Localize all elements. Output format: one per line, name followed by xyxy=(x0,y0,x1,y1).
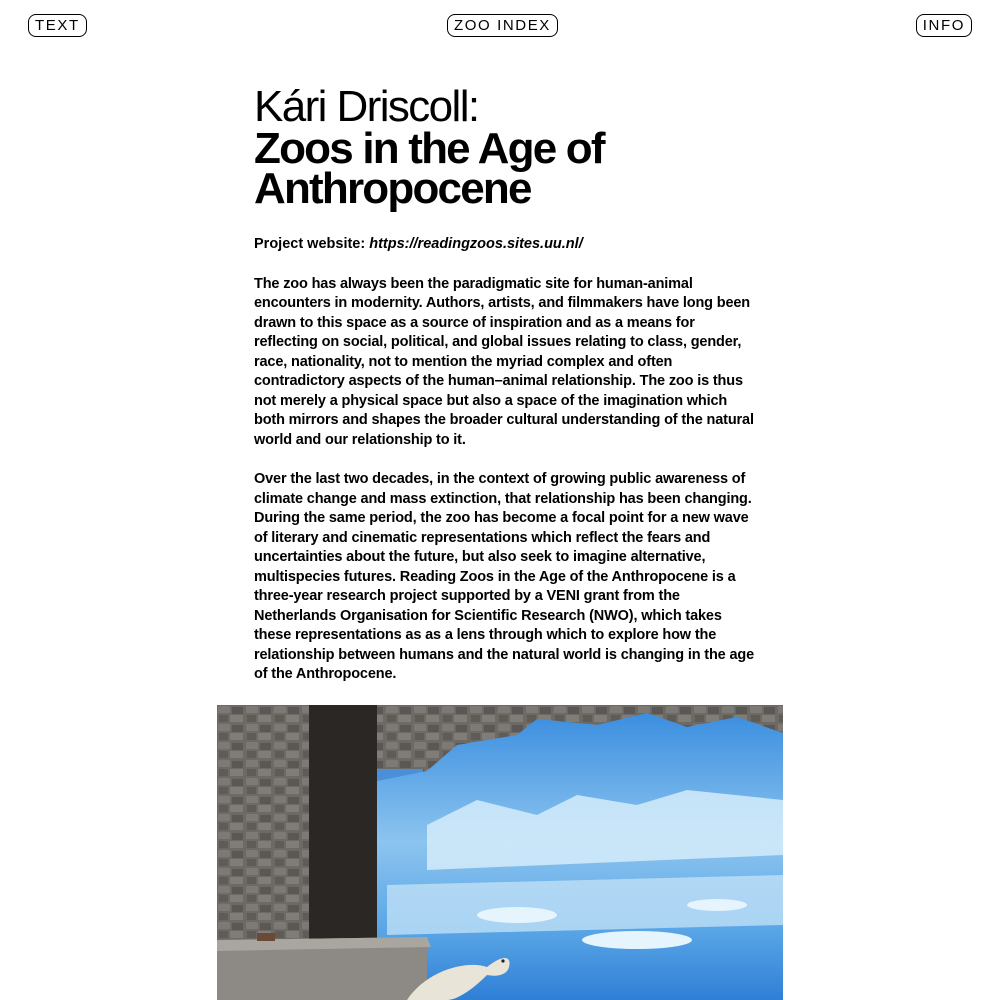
nav-text-button[interactable]: TEXT xyxy=(28,14,87,37)
article-paragraph-2: Over the last two decades, in the context of growing public awareness of climate change and mass extinction, that relationship has been changing. During the same period, the zoo has become a focal point for a new wave of literary and cinematic representations which reflect the fears and uncertainties about the future, but also seek to imagine alternative, multispecies futures. Reading Zoos in the Age of the Anthropocene is a three-year research project supported by a VENI grant from the Netherlands Organisation for Scientific Research (NWO), which takes these representations as as a lens through which to explore how the relationship between humans and the natural world is changing in the age of the Anthropocene. xyxy=(254,471,754,682)
article-paragraph-1: The zoo has always been the paradigmatic site for human-animal encounters in modernity. Authors, artists, and filmmakers have long been drawn to this space as a source of inspiration and as a means for reflecting on social, political, and global issues relating to class, gender, race, nationality, not to mention the myriad complex and often contradictory aspects of the human–animal relationship. The zoo is thus not merely a physical space but also a space of the imagination which both mirrors and shapes the broader cultural understanding of the natural world and our relationship to it. xyxy=(254,275,754,448)
article xyxy=(254,82,754,699)
nav-zoo-index-button[interactable]: ZOO INDEX xyxy=(447,14,558,37)
article-title: Zoos in the Age of Anthropocene xyxy=(254,124,604,213)
article-author: Kári Driscoll: xyxy=(254,82,479,131)
polar-bear-enclosure-photo xyxy=(217,705,783,1000)
project-website-label: Project website: xyxy=(254,236,366,252)
nav-info-button[interactable]: INFO xyxy=(916,14,972,37)
project-website-link[interactable]: https://readingzoos.sites.uu.nl/ xyxy=(369,236,583,252)
project-website xyxy=(254,235,754,255)
